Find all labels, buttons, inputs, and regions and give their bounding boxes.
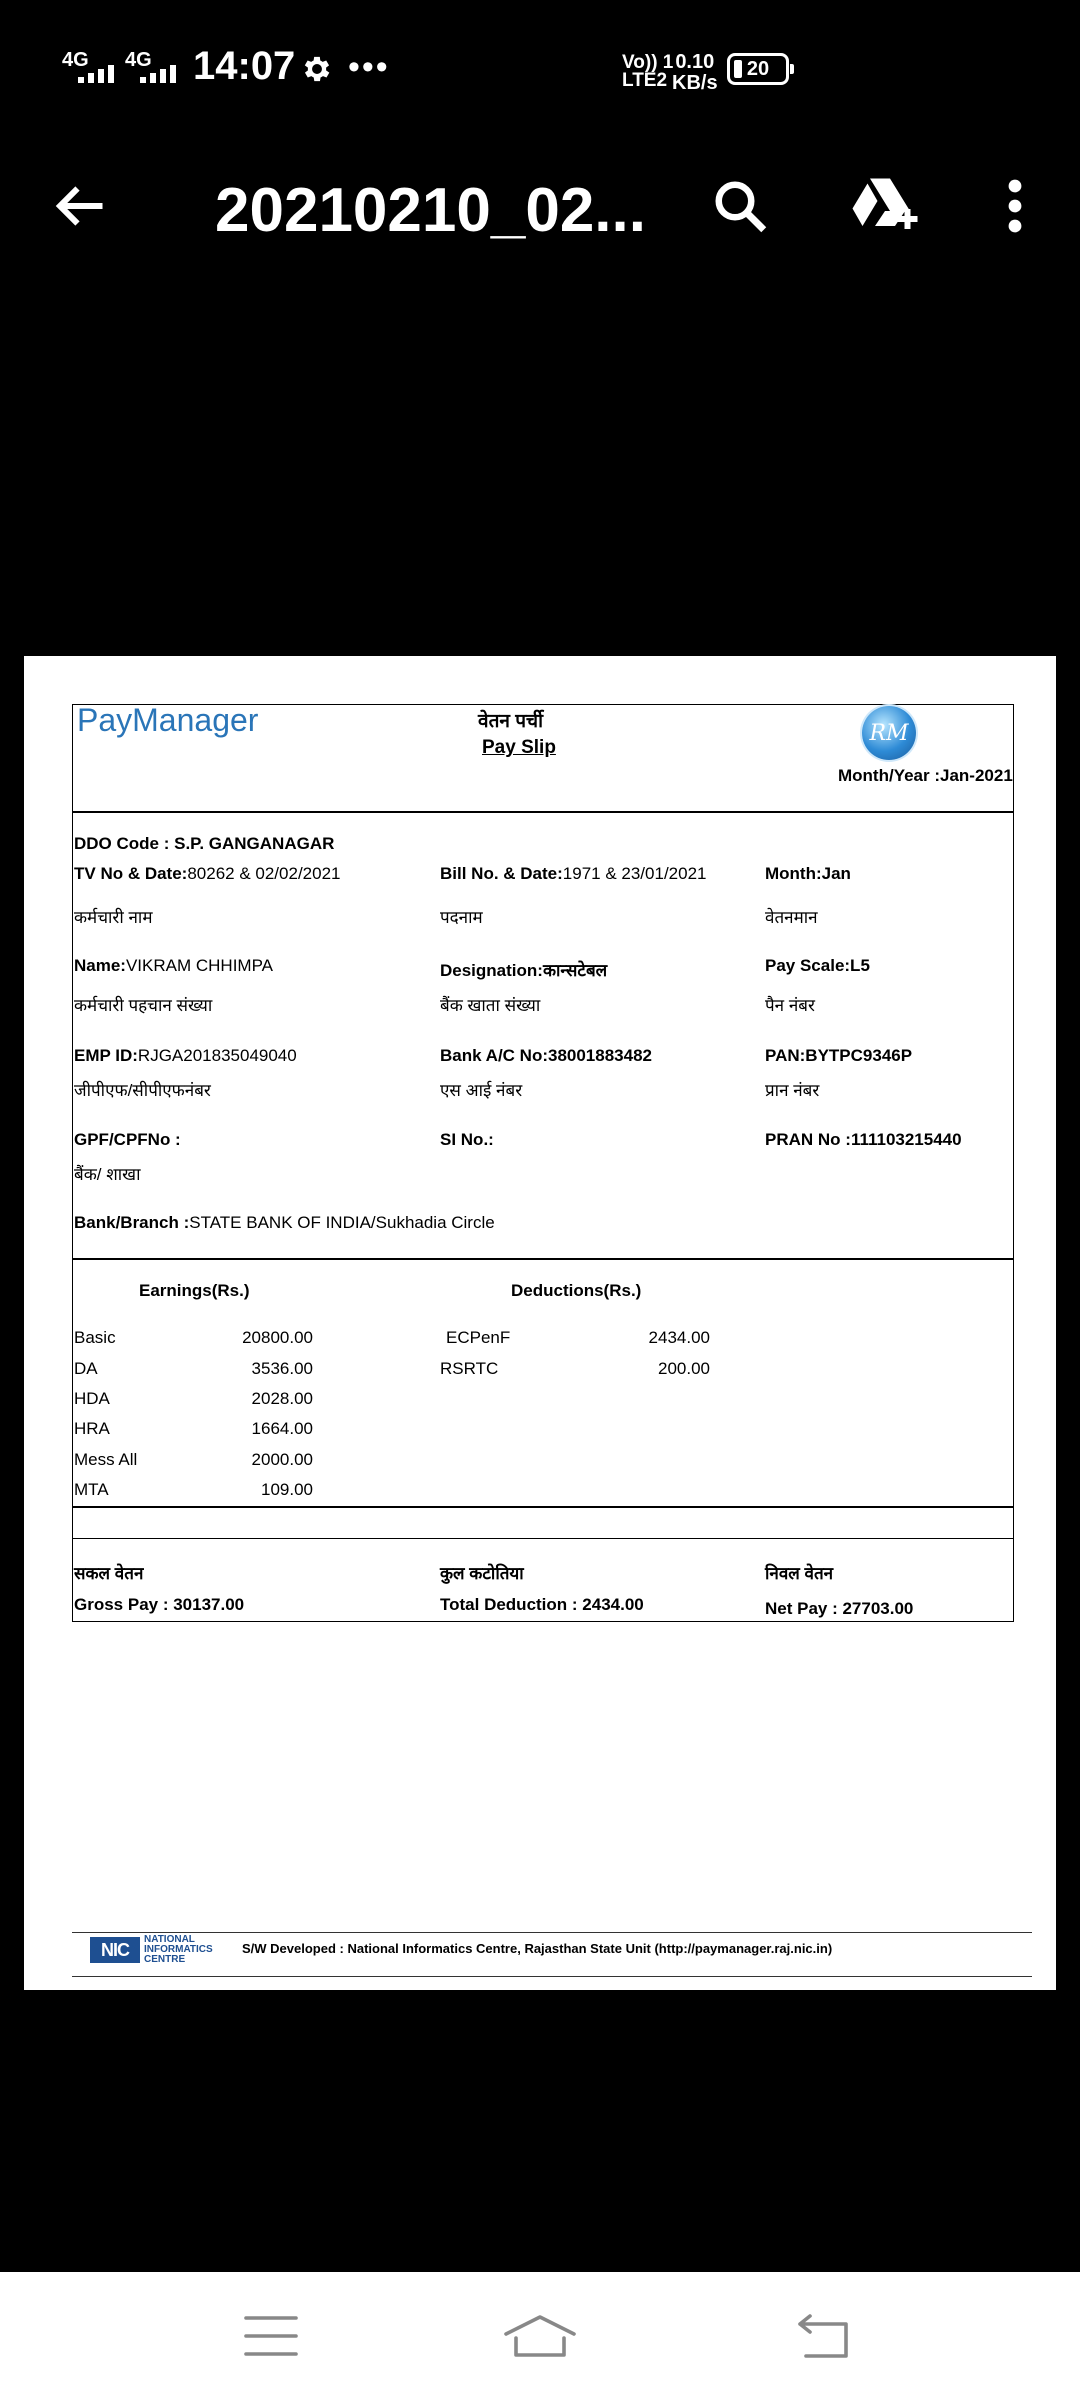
si-no: SI No.: — [440, 1130, 494, 1149]
battery-icon — [727, 53, 789, 85]
footer-credit: S/W Developed : National Informatics Centre, Rajasthan State Unit (http://paymanager.raj.nic.in) — [242, 1941, 833, 1956]
earning-value: 20800.00 — [242, 1328, 313, 1347]
sim1-label: 4G — [62, 49, 89, 71]
gpf-hindi: जीपीएफ/सीपीएफनंबर — [74, 1081, 211, 1100]
si-hindi: एस आई नंबर — [440, 1081, 523, 1100]
nic-logo-label: INFORMATICS — [144, 1944, 213, 1955]
paymanager-logo: PayManager — [77, 702, 259, 738]
nic-logo-label: NATIONAL — [144, 1934, 195, 1945]
earning-value: 1664.00 — [251, 1419, 313, 1438]
pran-no: PRAN No :111103215440 — [765, 1130, 962, 1149]
earnings-header: Earnings(Rs.) — [139, 1281, 250, 1300]
earning-value: 2028.00 — [251, 1389, 313, 1408]
deduction-value: 200.00 — [658, 1359, 710, 1378]
bank-branch-hindi: बैंक/ शाखा — [74, 1165, 141, 1184]
designation: Designation:कान्सटेबल — [440, 961, 608, 980]
navigation-bar — [0, 2272, 1080, 2400]
app-bar — [0, 140, 1080, 270]
earning-label: HRA — [74, 1419, 110, 1438]
footer-divider — [72, 1932, 1032, 1933]
nic-logo-mark: NIC — [90, 1937, 140, 1963]
paymanager-emblem-icon: RM — [862, 706, 916, 760]
bank-branch: Bank/Branch :STATE BANK OF INDIA/Sukhadia Circle — [74, 1213, 495, 1232]
divider — [72, 1506, 1014, 1508]
tv-no-date: TV No & Date:80262 & 02/02/2021 — [74, 864, 341, 883]
earning-value: 3536.00 — [251, 1359, 313, 1378]
payslip-title: Pay Slip — [482, 737, 556, 758]
earning-label: HDA — [74, 1389, 110, 1408]
gpf-cpf-no: GPF/CPFNo : — [74, 1130, 181, 1149]
volte-indicator: Vo)) 1 LTE2 — [622, 52, 674, 91]
nic-logo — [90, 1935, 213, 1965]
pan: PAN:BYTPC9346P — [765, 1046, 913, 1065]
pay-scale: Pay Scale:L5 — [765, 956, 870, 975]
month: Month:Jan — [765, 864, 851, 883]
deduction-label: RSRTC — [440, 1359, 499, 1378]
add-to-drive-icon[interactable] — [850, 176, 920, 236]
more-notifications-icon: ••• — [348, 48, 390, 86]
nic-logo-label: CENTRE — [144, 1954, 186, 1965]
deduction-value: 2434.00 — [648, 1328, 710, 1347]
sim2-label: 4G — [125, 49, 152, 71]
sim1-signal-icon — [78, 65, 114, 83]
net-pay: Net Pay : 27703.00 — [765, 1599, 914, 1618]
earning-label: MTA — [74, 1480, 109, 1499]
payslip-title-hindi: वेतन पर्ची — [478, 711, 543, 732]
document-title: 20210210_02... — [215, 176, 646, 245]
total-deduction: Total Deduction : 2434.00 — [440, 1595, 644, 1614]
employee-name-hindi: कर्मचारी नाम — [74, 908, 153, 927]
bank-account-hindi: बैंक खाता संख्या — [440, 996, 541, 1015]
divider — [72, 1538, 1014, 1539]
month-year: Month/Year :Jan-2021 — [838, 766, 1013, 785]
search-icon[interactable] — [710, 176, 770, 236]
earning-value: 109.00 — [261, 1480, 313, 1499]
earning-label: DA — [74, 1359, 98, 1378]
back-arrow-icon[interactable] — [50, 176, 110, 236]
bill-no-date: Bill No. & Date:1971 & 23/01/2021 — [440, 864, 707, 883]
employee-name: Name:VIKRAM CHHIMPA — [74, 956, 274, 975]
designation-hindi: पदनाम — [440, 908, 483, 927]
bank-account: Bank A/C No:38001883482 — [440, 1046, 652, 1065]
sim2-signal-icon — [140, 65, 176, 83]
status-bar — [0, 0, 1080, 140]
divider — [72, 1258, 1014, 1260]
back-nav-icon[interactable] — [796, 2312, 852, 2362]
ddo-code: DDO Code : S.P. GANGANAGAR — [74, 834, 335, 853]
divider — [72, 811, 1014, 813]
employee-id: EMP ID:RJGA201835049040 — [74, 1046, 297, 1065]
pay-scale-hindi: वेतनमान — [765, 908, 818, 927]
battery-level: 20 — [746, 57, 770, 80]
deductions-header: Deductions(Rs.) — [511, 1281, 642, 1300]
clock: 14:07 — [193, 44, 296, 88]
earning-value: 2000.00 — [251, 1450, 313, 1469]
earning-label: Basic — [74, 1328, 116, 1347]
home-icon[interactable] — [502, 2312, 578, 2362]
pan-hindi: पैन नंबर — [765, 996, 815, 1015]
total-deduction-hindi: कुल कटोतिया — [440, 1564, 524, 1583]
net-pay-hindi: निवल वेतन — [765, 1564, 834, 1583]
settings-gear-icon — [300, 52, 334, 86]
more-options-icon[interactable] — [1000, 176, 1030, 236]
employee-id-hindi: कर्मचारी पहचान संख्या — [74, 996, 213, 1015]
gross-pay-hindi: सकल वेतन — [74, 1564, 144, 1583]
network-speed: 0.10 KB/s — [672, 51, 718, 94]
footer-divider — [72, 1976, 1032, 1977]
deduction-label: ECPenF — [446, 1328, 511, 1347]
earning-label: Mess All — [74, 1450, 138, 1469]
gross-pay: Gross Pay : 30137.00 — [74, 1595, 245, 1614]
pran-hindi: प्रान नंबर — [765, 1081, 820, 1100]
menu-icon[interactable] — [244, 2312, 300, 2362]
